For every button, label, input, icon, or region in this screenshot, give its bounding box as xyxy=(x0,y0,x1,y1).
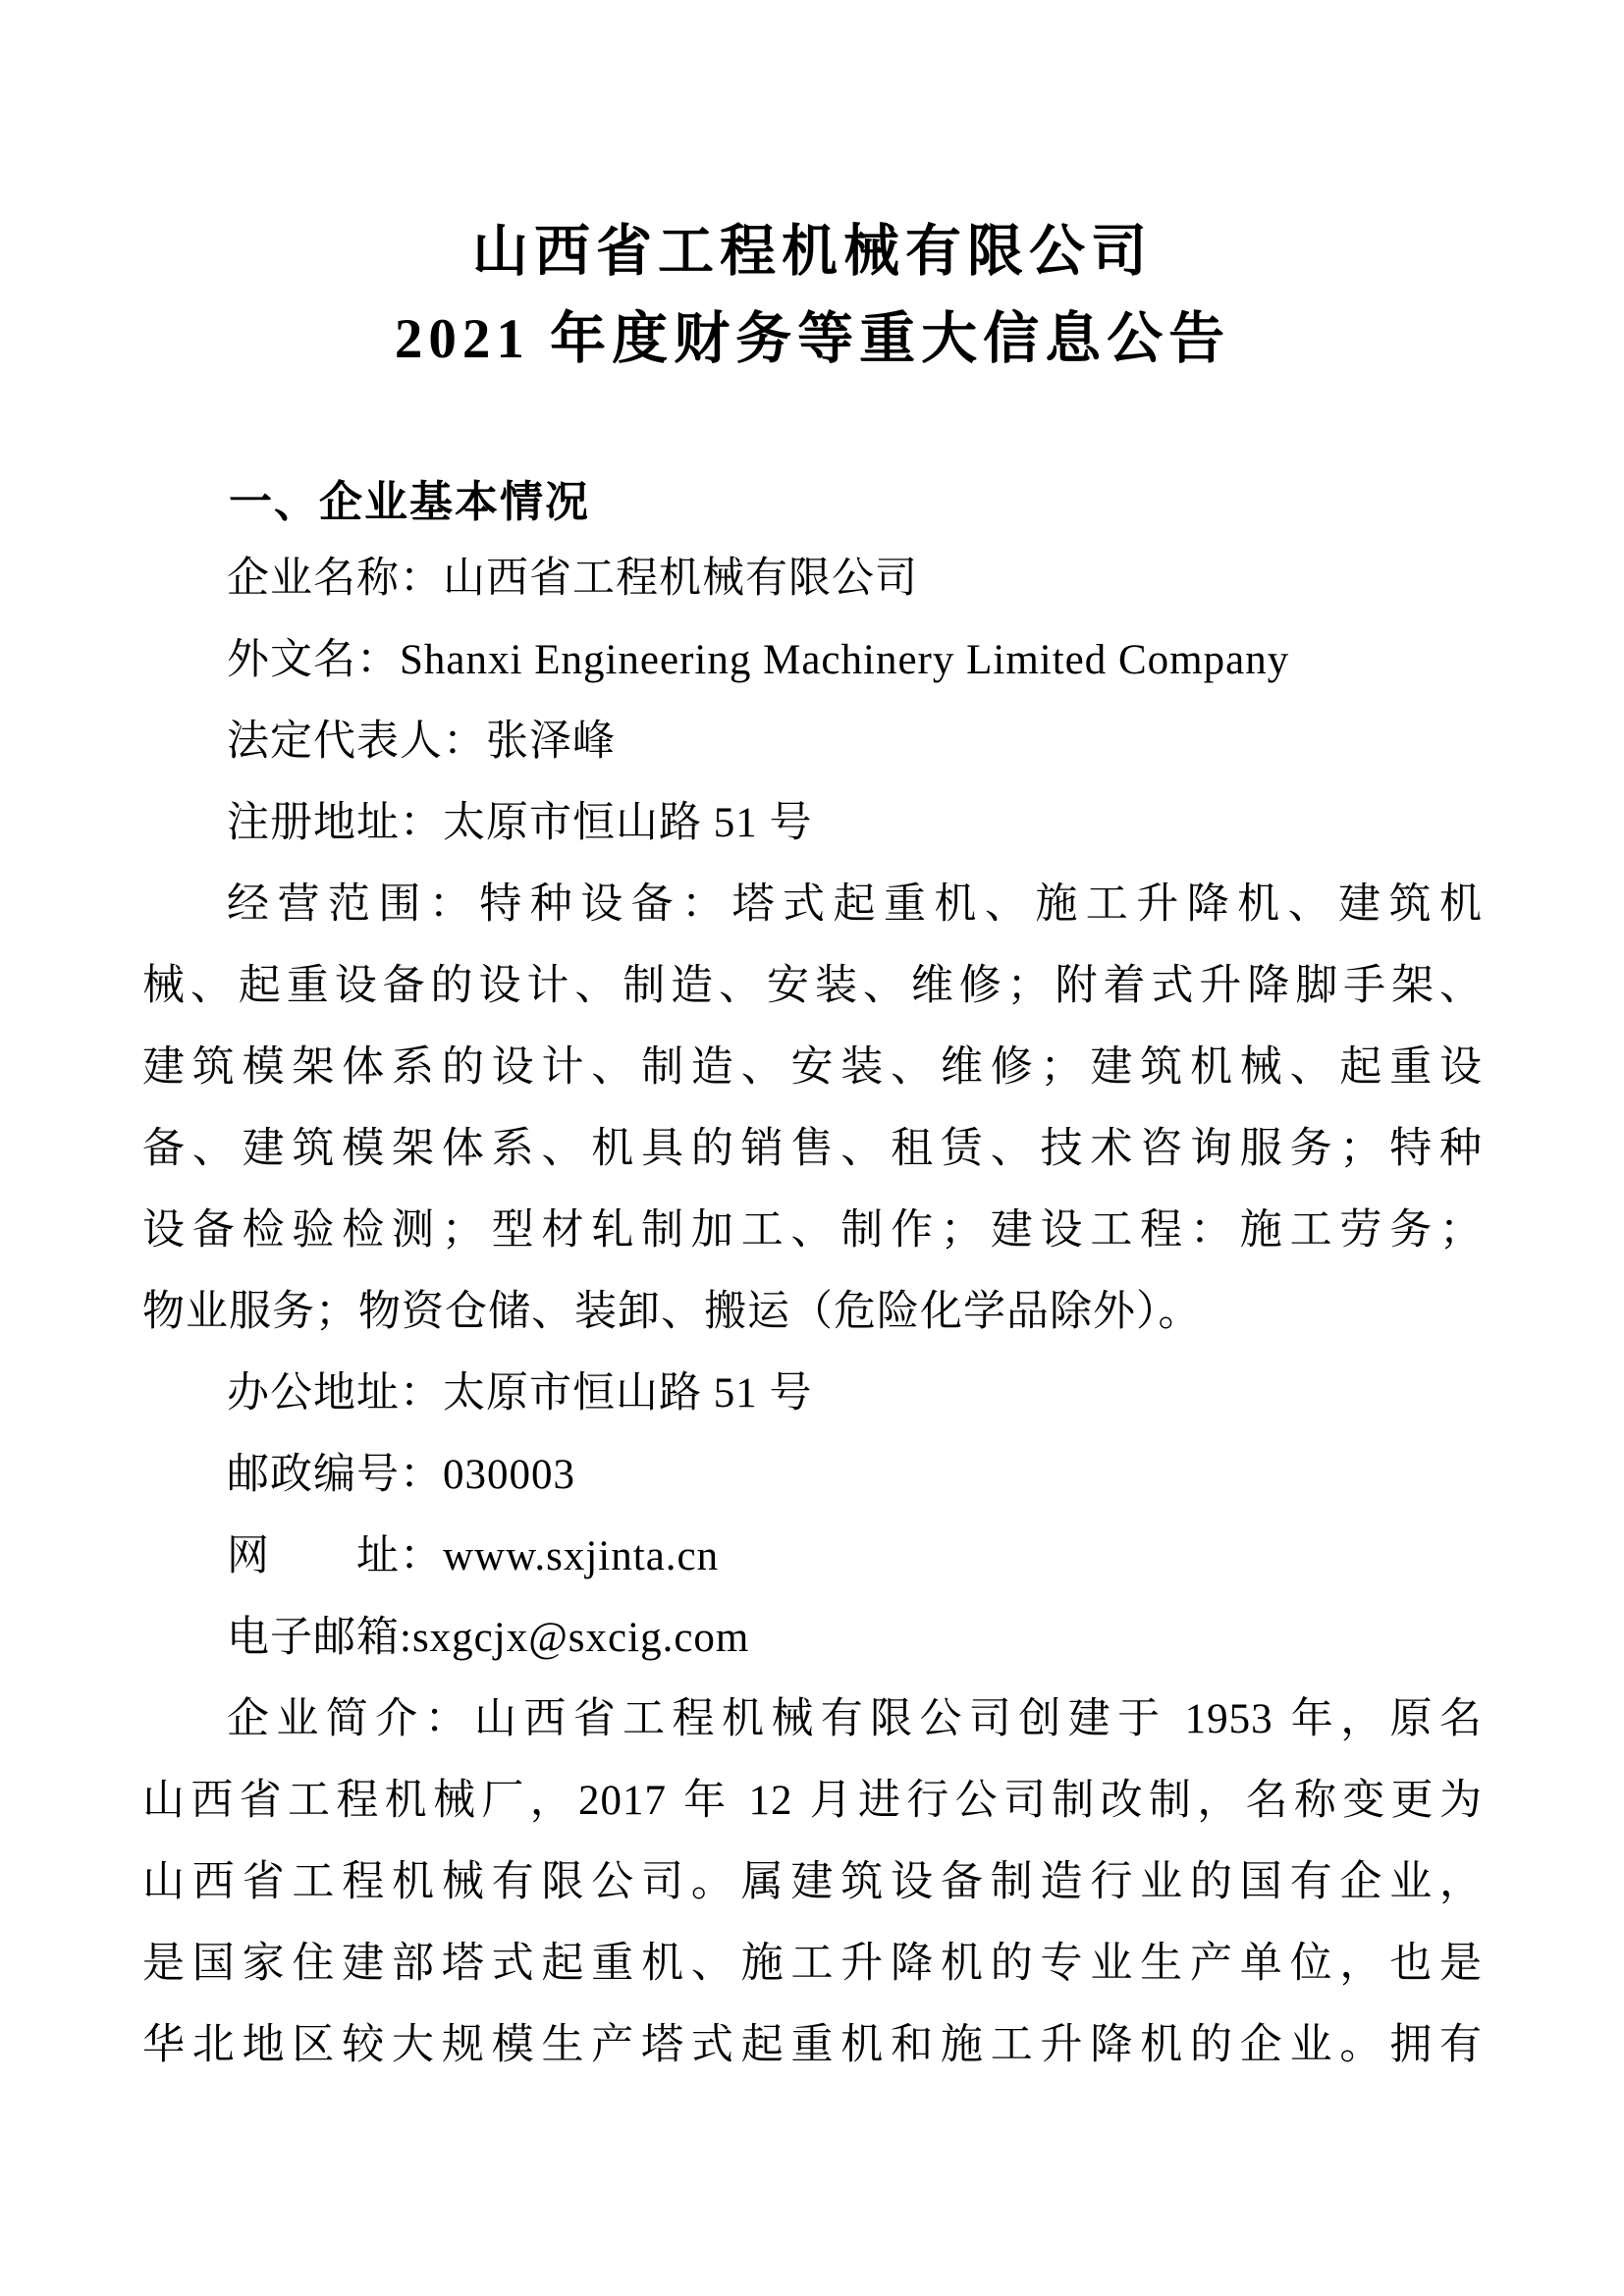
body-line: 电子邮箱:sxgcjx@sxcig.com xyxy=(227,1615,750,1661)
document-body xyxy=(142,538,1483,2086)
body-line: 邮政编号：030003 xyxy=(227,1452,575,1498)
body-line: 山西省工程机械有限公司。属建筑设备制造行业的国有企业， xyxy=(142,1859,1483,1905)
title-line-1: 山西省工程机械有限公司 xyxy=(472,221,1153,283)
document-title xyxy=(142,208,1483,383)
body-line: 备、建筑模架体系、机具的销售、租赁、技术咨询服务；特种 xyxy=(142,1126,1483,1172)
body-line: 外文名：Shanxi Engineering Machinery Limited Company xyxy=(227,637,1290,683)
body-line: 设备检验检测；型材轧制加工、制作；建设工程：施工劳务； xyxy=(142,1207,1483,1254)
body-line: 网 址：www.sxjinta.cn xyxy=(227,1533,720,1579)
body-line: 经营范围：特种设备：塔式起重机、施工升降机、建筑机 xyxy=(227,881,1483,928)
title-line-2: 2021 年度财务等重大信息公告 xyxy=(394,308,1231,370)
body-line: 办公地址：太原市恒山路 51 号 xyxy=(227,1370,813,1416)
body-line: 注册地址：太原市恒山路 51 号 xyxy=(227,800,813,846)
body-line: 建筑模架体系的设计、制造、安装、维修；建筑机械、起重设 xyxy=(142,1044,1483,1091)
body-line: 山西省工程机械厂，2017 年 12 月进行公司制改制，名称变更为 xyxy=(142,1778,1483,1824)
body-line: 是国家住建部塔式起重机、施工升降机的专业生产单位，也是 xyxy=(142,1941,1483,1987)
body-line: 物业服务；物资仓储、装卸、搬运（危险化学品除外）。 xyxy=(142,1289,1202,1335)
body-line: 企业简介：山西省工程机械有限公司创建于 1953 年，原名 xyxy=(227,1696,1483,1742)
body-line: 法定代表人：张泽峰 xyxy=(227,719,616,765)
body-line: 华北地区较大规模生产塔式起重机和施工升降机的企业。拥有 xyxy=(142,2022,1483,2068)
section-heading: 一、企业基本情况 xyxy=(229,478,590,526)
body-line: 企业名称：山西省工程机械有限公司 xyxy=(227,556,918,602)
body-line: 械、起重设备的设计、制造、安装、维修；附着式升降脚手架、 xyxy=(142,963,1483,1009)
